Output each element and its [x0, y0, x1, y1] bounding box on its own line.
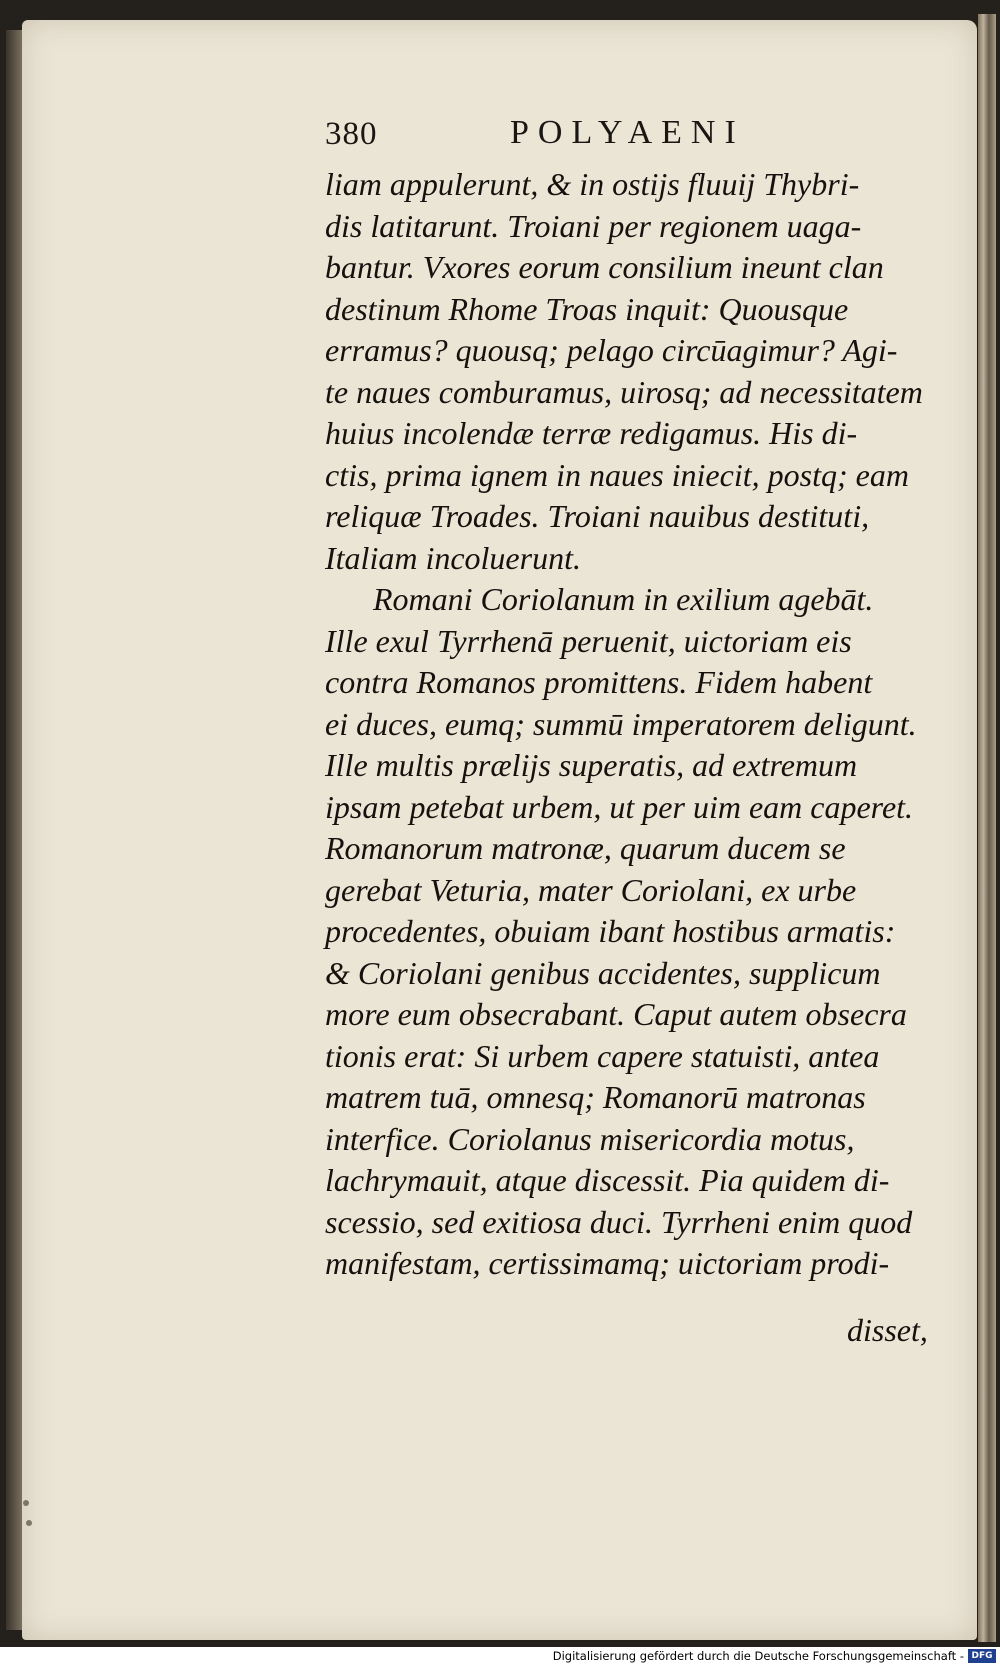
text-line: Romani Coriolanum in exilium agebāt.	[373, 581, 874, 617]
text-line: matrem tuā, omnesq; Romanorū matronas	[325, 1079, 866, 1115]
text-line: & Coriolani genibus accidentes, supplicum	[325, 954, 881, 991]
page-speck	[26, 1520, 32, 1526]
text-line: liam appulerunt, & in ostijs fluuij Thybri-	[325, 166, 860, 202]
text-line: dis latitarunt. Troiani per regionem uaga-	[325, 207, 862, 244]
text-line: tionis erat: Si urbem capere statuisti, antea	[325, 1037, 880, 1074]
text-line: manifestam, certissimamq; uictoriam prodi-	[325, 1245, 890, 1281]
text-line: huius incolendæ terræ redigamus. His di-	[325, 415, 858, 451]
text-line: erramus? quousq; pelago circūagimur? Agi-	[325, 332, 898, 368]
body-text	[325, 164, 965, 1285]
page-number: 380	[325, 116, 378, 152]
text-line: interfice. Coriolanus misericordia motus,	[325, 1120, 855, 1157]
page-header	[325, 116, 935, 168]
text-line: lachrymauit, atque discessit. Pia quidem di-	[325, 1162, 890, 1198]
text-line: gerebat Veturia, mater Coriolani, ex urbe	[325, 871, 857, 908]
text-line: more eum obsecrabant. Caput autem obsecra	[325, 996, 907, 1032]
text-line: ipsam petebat urbem, ut per uim eam caperet.	[325, 788, 914, 825]
dfg-logo: DFG	[968, 1649, 996, 1663]
text-line: ei duces, eumq; summū imperatorem deligunt.	[325, 705, 917, 742]
text-line: Italiam incoluerunt.	[325, 539, 581, 576]
text-line: bantur. Vxores eorum consilium ineunt clan	[325, 249, 884, 285]
text-line: te naues comburamus, uirosq; ad necessitatem	[325, 373, 923, 410]
running-title: POLYAENI	[510, 114, 745, 151]
footer-bar	[0, 1647, 1000, 1666]
text-line: scessio, sed exitiosa duci. Tyrrheni enim quod	[325, 1203, 913, 1240]
text-line: Romanorum matronæ, quarum ducem se	[325, 830, 846, 866]
text-line: destinum Rhome Troas inquit: Quousque	[325, 290, 849, 327]
text-line: reliquæ Troades. Troiani nauibus destituti,	[325, 498, 870, 534]
text-line: contra Romanos promittens. Fidem habent	[325, 664, 873, 700]
text-line: ctis, prima ignem in naues iniecit, postq; eam	[325, 456, 909, 493]
catchword: disset,	[847, 1312, 928, 1348]
page-speck	[23, 1500, 29, 1506]
footer-credit: Digitalisierung gefördert durch die Deutsche Forschungsgemeinschaft -	[552, 1649, 964, 1663]
text-line: procedentes, obuiam ibant hostibus armatis:	[325, 913, 896, 949]
book-spine-shadow	[6, 30, 22, 1630]
text-line: Ille exul Tyrrhenā peruenit, uictoriam eis	[325, 622, 852, 659]
page-edges	[978, 14, 996, 1642]
text-line: Ille multis prælijs superatis, ad extremum	[325, 747, 858, 783]
